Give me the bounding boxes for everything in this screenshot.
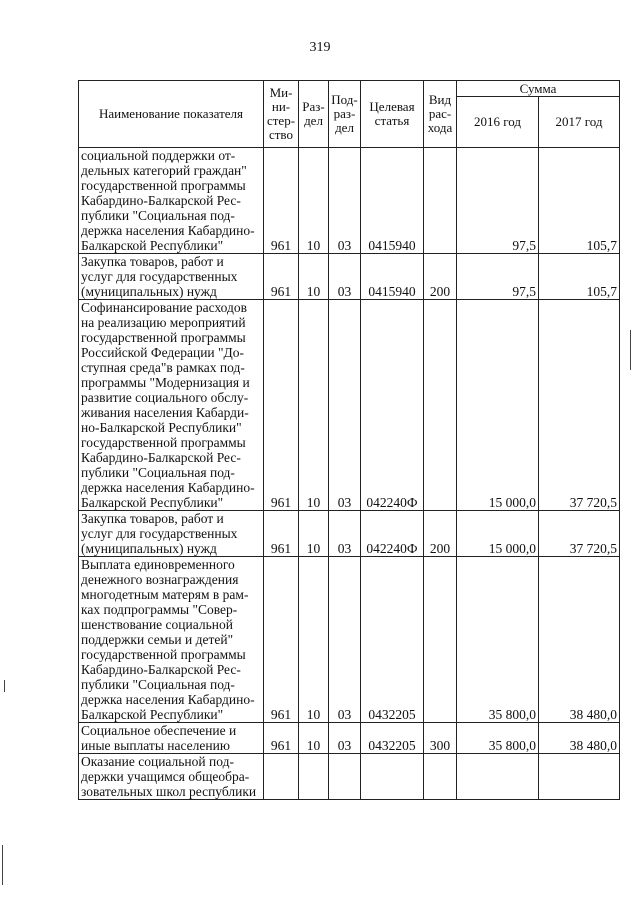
sum-2017-cell: 37 720,5 [539,511,620,557]
expense-cell: 300 [424,723,457,754]
indicator-name-cell [79,557,264,723]
ministry-cell: 961 [264,723,299,754]
indicator-name-line: шенствование социальной [81,617,233,632]
indicator-name-line: дельных категорий граждан" [81,163,247,178]
target-cell [361,754,424,800]
indicator-name-line: Закупка товаров, работ и [81,254,224,269]
indicator-name-line: социальной поддержки от- [81,148,236,163]
margin-mark [4,680,5,692]
indicator-name-line: публики "Социальная под- [81,677,235,692]
indicator-name-line: но-Балкарской Республики" [81,420,242,435]
indicator-name-line: публики "Социальная под- [81,208,235,223]
header-section: Раз-дел [299,81,329,148]
section-cell: 10 [299,723,329,754]
indicator-name-line: держка населения Кабардино- [81,692,255,707]
subsection-cell: 03 [329,300,361,511]
target-cell: 0415940 [361,254,424,300]
header-name: Наименование показателя [79,81,264,148]
indicator-name-line: поддержки семьи и детей" [81,632,234,647]
table-row [79,754,620,800]
indicator-name-line: программы "Модернизация и [81,375,250,390]
expense-cell: 200 [424,511,457,557]
indicator-name-line: развитие социального обслу- [81,390,249,405]
section-cell: 10 [299,511,329,557]
indicator-name-line: держка населения Кабардино- [81,480,255,495]
sum-2017-cell: 38 480,0 [539,723,620,754]
indicator-name-line: государственной программы [81,330,246,345]
subsection-cell: 03 [329,557,361,723]
sum-2017-cell: 38 480,0 [539,557,620,723]
indicator-name-line: Балкарской Республики" [81,238,224,253]
indicator-name-cell [79,754,264,800]
expense-cell [424,148,457,254]
indicator-name-line: Балкарской Республики" [81,495,224,510]
subsection-cell [329,754,361,800]
indicator-name-line: (муниципальных) нужд [81,284,217,299]
indicator-name-line: живания населения Кабарди- [81,405,249,420]
sum-2017-cell: 105,7 [539,148,620,254]
indicator-name-line: Кабардино-Балкарской Рес- [81,662,241,677]
target-cell: 0415940 [361,148,424,254]
sum-2016-cell [457,754,539,800]
target-cell: 0432205 [361,723,424,754]
table-row [79,148,620,254]
indicator-name-line: Кабардино-Балкарской Рес- [81,193,241,208]
section-cell: 10 [299,300,329,511]
indicator-name-line: денежного вознаграждения [81,572,239,587]
indicator-name-line: Софинансирование расходов [81,300,248,315]
subsection-cell: 03 [329,723,361,754]
indicator-name-line: на реализацию мероприятий [81,315,246,330]
indicator-name-line: публики "Социальная под- [81,465,235,480]
indicator-name-cell [79,300,264,511]
section-cell: 10 [299,557,329,723]
subsection-cell: 03 [329,254,361,300]
sum-2016-cell: 97,5 [457,148,539,254]
indicator-name-line: услуг для государственных [81,269,238,284]
header-year-2017: 2017 год [539,97,620,148]
margin-mark [630,330,631,370]
page-number: 319 [309,40,331,55]
indicator-name-line: государственной программы [81,647,246,662]
expense-cell [424,754,457,800]
indicator-name-line: Российской Федерации "До- [81,345,245,360]
sum-2016-cell: 35 800,0 [457,557,539,723]
indicator-name-line: (муниципальных) нужд [81,541,217,556]
indicator-name-line: держка населения Кабардино- [81,223,255,238]
ministry-cell: 961 [264,511,299,557]
expense-cell [424,300,457,511]
indicator-name-line: Кабардино-Балкарской Рес- [81,450,241,465]
header-year-2016: 2016 год [457,97,539,148]
indicator-name-line: иные выплаты населению [81,738,230,753]
header-sum: Сумма [457,81,620,97]
table-row [79,300,620,511]
margin-mark [2,845,3,885]
header-ministry: Ми-ни-стер-ство [264,81,299,148]
table-row [79,723,620,754]
indicator-name-line: услуг для государственных [81,526,238,541]
header-subsection: Под-раз-дел [329,81,361,148]
section-cell: 10 [299,254,329,300]
indicator-name-cell [79,723,264,754]
sum-2017-cell: 105,7 [539,254,620,300]
section-cell [299,754,329,800]
ministry-cell: 961 [264,300,299,511]
sum-2017-cell: 37 720,5 [539,300,620,511]
sum-2016-cell: 97,5 [457,254,539,300]
target-cell: 0432205 [361,557,424,723]
indicator-name-line: государственной программы [81,178,246,193]
sum-2017-cell [539,754,620,800]
header-target: Целевая статья [361,81,424,148]
subsection-cell: 03 [329,148,361,254]
indicator-name-line: государственной программы [81,435,246,450]
indicator-name-line: Закупка товаров, работ и [81,511,224,526]
indicator-name-line: держки учащимся общеобра- [81,769,250,784]
subsection-cell: 03 [329,511,361,557]
indicator-name-line: зовательных школ республики [81,784,257,799]
indicator-name-line: Оказание социальной под- [81,754,234,769]
indicator-name-cell [79,148,264,254]
indicator-name-line: многодетным матерям в рам- [81,587,249,602]
table-row [79,511,620,557]
expense-cell [424,557,457,723]
indicator-name-line: Балкарской Республики" [81,707,224,722]
sum-2016-cell: 15 000,0 [457,300,539,511]
indicator-name-line: ступная среда"в рамках под- [81,360,245,375]
budget-table [78,80,620,800]
ministry-cell: 961 [264,148,299,254]
header-expense: Вид рас-хода [424,81,457,148]
target-cell: 042240Ф [361,511,424,557]
indicator-name-cell [79,511,264,557]
indicator-name-line: Социальное обеспечение и [81,723,237,738]
sum-2016-cell: 35 800,0 [457,723,539,754]
indicator-name-cell [79,254,264,300]
expense-cell: 200 [424,254,457,300]
target-cell: 042240Ф [361,300,424,511]
ministry-cell [264,754,299,800]
table-row [79,254,620,300]
indicator-name-line: ках подпрограммы "Совер- [81,602,238,617]
sum-2016-cell: 15 000,0 [457,511,539,557]
ministry-cell: 961 [264,254,299,300]
table-row [79,557,620,723]
ministry-cell: 961 [264,557,299,723]
section-cell: 10 [299,148,329,254]
indicator-name-line: Выплата единовременного [81,557,235,572]
